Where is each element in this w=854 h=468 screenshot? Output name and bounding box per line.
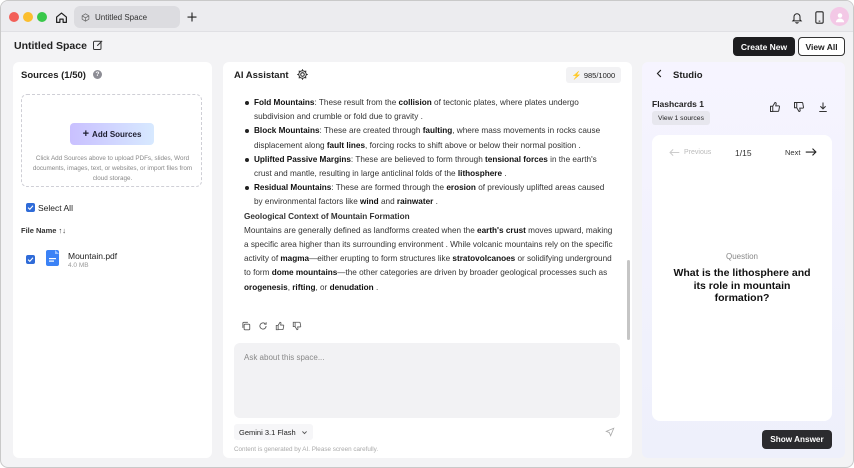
tab-untitled-space[interactable] xyxy=(74,6,180,28)
list-item: Block Mountains: These are created through faulting, where mass movements in rocks cause displacement along fault lines, forcing rocks to shift above or below their normal position . xyxy=(244,124,614,152)
add-sources-button[interactable] xyxy=(70,123,154,145)
tab-label: Untitled Space xyxy=(95,12,148,22)
show-answer-button[interactable]: Show Answer xyxy=(762,430,832,449)
thumbs-up-icon xyxy=(769,101,781,113)
tablet-icon xyxy=(814,11,825,24)
space-header xyxy=(1,32,853,61)
file-checkbox[interactable] xyxy=(26,255,35,264)
user-avatar[interactable] xyxy=(830,7,849,26)
dislike-flashcards-button[interactable] xyxy=(793,101,805,115)
next-label: Next xyxy=(785,147,801,157)
upload-dropzone[interactable] xyxy=(21,94,202,187)
flashcards-title: Flashcards 1 xyxy=(652,99,704,109)
notifications-button[interactable] xyxy=(787,7,807,27)
home-button[interactable] xyxy=(51,7,71,27)
list-item: Residual Mountains: These are formed through the erosion of previously uplifted areas caused by environmental factors like wind and rainwater . xyxy=(244,181,614,209)
like-button[interactable] xyxy=(275,321,285,331)
new-tab-button[interactable] xyxy=(182,7,202,27)
thumbs-down-icon xyxy=(793,101,805,113)
message-actions xyxy=(241,321,302,331)
sources-title: Sources (1/50) xyxy=(21,70,86,81)
check-icon xyxy=(27,204,34,211)
studio-title: Studio xyxy=(673,70,703,81)
add-sources-label: Add Sources xyxy=(92,129,142,139)
question-label: Question xyxy=(725,252,759,261)
mountain-types-list xyxy=(244,96,614,210)
sources-panel xyxy=(13,62,212,458)
ask-placeholder: Ask about this space... xyxy=(244,353,325,362)
copy-icon xyxy=(241,321,251,331)
ai-disclaimer: Content is generated by AI. Please screen carefully. xyxy=(234,446,379,453)
assistant-settings-button[interactable] xyxy=(296,68,309,83)
info-icon[interactable]: ? xyxy=(93,70,102,79)
plus-icon xyxy=(186,11,198,23)
list-item: Fold Mountains: These result from the collision of tectonic plates, where plates undergo subdivision and crumble or fold due to gravity . xyxy=(244,96,614,124)
assistant-message xyxy=(244,96,614,295)
regenerate-button[interactable] xyxy=(258,321,268,331)
thumbs-up-icon xyxy=(275,321,285,331)
dropzone-hint: Click Add Sources above to upload PDFs, slides, Word documents, images, text, or websites, or import files from cloud storage. xyxy=(32,155,193,182)
minimize-window-button[interactable] xyxy=(23,12,33,22)
plus-icon: + xyxy=(82,128,90,140)
download-icon xyxy=(817,101,829,113)
avatar-icon xyxy=(834,11,846,23)
dislike-button[interactable] xyxy=(292,321,302,331)
model-label: Gemini 3.1 Flash xyxy=(239,427,296,437)
studio-panel xyxy=(642,62,845,458)
cube-icon xyxy=(81,13,90,22)
gear-icon xyxy=(296,68,309,81)
close-window-button[interactable] xyxy=(9,12,19,22)
refresh-icon xyxy=(258,321,268,331)
back-button[interactable] xyxy=(654,68,665,81)
maximize-window-button[interactable] xyxy=(37,12,47,22)
file-name-sort-header[interactable]: File Name ↑↓ xyxy=(21,226,67,235)
create-new-button[interactable]: Create New xyxy=(733,37,795,56)
select-all-checkbox[interactable] xyxy=(26,203,35,212)
previous-button[interactable] xyxy=(669,148,711,157)
flashcard[interactable] xyxy=(652,135,832,421)
question-text: What is the lithosphere and its role in mountain formation? xyxy=(673,267,811,304)
edit-icon xyxy=(92,39,104,51)
space-title: Untitled Space xyxy=(14,40,87,52)
previous-label: Previous xyxy=(684,149,712,156)
card-counter: 1/15 xyxy=(735,148,752,158)
view-sources-button[interactable]: View 1 sources xyxy=(652,111,710,125)
arrow-left-icon xyxy=(669,148,680,157)
file-name[interactable]: Mountain.pdf xyxy=(68,251,118,261)
answer-paragraph: Mountains are generally defined as landforms created when the earth's crust moves upward, making a specific area higher than its surrounding environment . While volcanic mountains rely on the specific activity of magma—either erupting to form structures like stratovolcanoes or solidifying underground to form dome mountains—the other categories are driven by broader geological processes such as orogenesis, rifting, or denudation . xyxy=(244,225,613,292)
ask-input[interactable] xyxy=(234,343,620,418)
like-flashcards-button[interactable] xyxy=(769,101,781,115)
select-all-label: Select All xyxy=(38,203,73,213)
ai-assistant-panel xyxy=(223,62,632,458)
list-item: Uplifted Passive Margins: These are believed to form through tensional forces in the earth's crust and mantle, resulting in large anticlinal folds of the lithosphere . xyxy=(244,153,614,181)
lightning-icon: ⚡ xyxy=(571,70,582,80)
home-icon xyxy=(55,11,68,24)
ai-assistant-title: AI Assistant xyxy=(234,70,289,81)
arrow-right-icon xyxy=(805,147,817,157)
send-icon xyxy=(605,427,615,437)
usage-quota xyxy=(566,67,621,83)
back-icon xyxy=(654,68,665,79)
chat-scrollbar[interactable] xyxy=(627,260,630,340)
pdf-file-icon xyxy=(46,250,59,266)
device-button[interactable] xyxy=(809,7,829,27)
model-select[interactable] xyxy=(234,424,313,440)
title-bar xyxy=(1,1,853,32)
edit-title-button[interactable] xyxy=(92,39,104,53)
file-size: 4.0 MB xyxy=(68,262,89,269)
subheading: Geological Context of Mountain Formation xyxy=(244,211,410,221)
bell-icon xyxy=(791,11,803,24)
copy-button[interactable] xyxy=(241,321,251,331)
check-icon xyxy=(27,256,34,263)
next-button[interactable] xyxy=(785,147,817,157)
send-button[interactable] xyxy=(605,427,615,439)
chevron-down-icon xyxy=(301,429,308,436)
thumbs-down-icon xyxy=(292,321,302,331)
download-button[interactable] xyxy=(817,101,829,115)
quota-value: 985/1000 xyxy=(583,70,616,80)
view-all-button[interactable]: View All xyxy=(798,37,845,56)
